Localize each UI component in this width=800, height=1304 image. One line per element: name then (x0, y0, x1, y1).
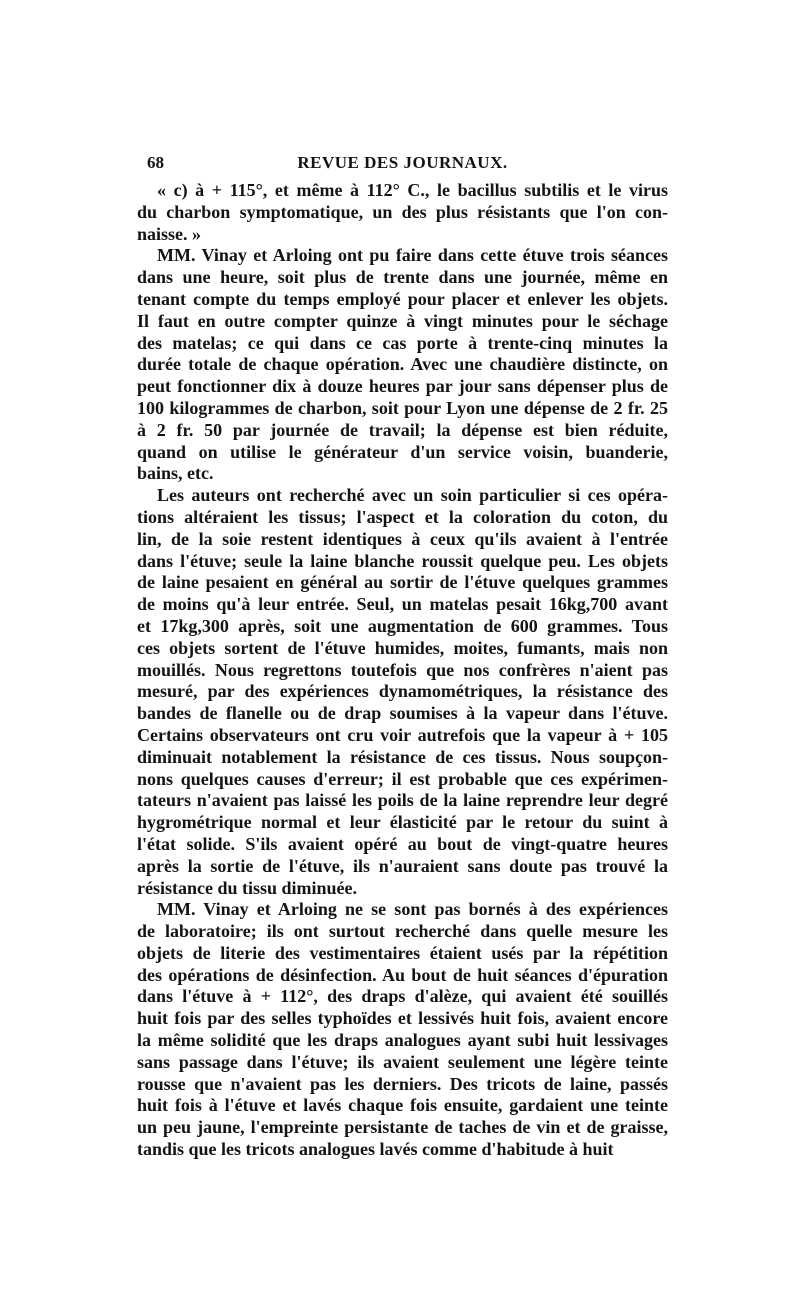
text-line: sans passage dans l'étuve; ils avaient seulement une légère teinte (137, 1051, 668, 1072)
text-line: dans une heure, soit plus de trente dans une journée, même en (137, 267, 668, 288)
text-line: de laine pesaient en général au sortir de l'étuve quelques grammes (137, 572, 668, 593)
text-line: l'état solide. S'ils avaient opéré au bout de vingt-quatre heures (137, 833, 668, 854)
text-line: Il faut en outre compter quinze à vingt minutes pour le séchage (137, 310, 668, 331)
document-page (137, 152, 668, 1161)
text-line: tandis que les tricots analogues lavés comme d'habitude à huit (137, 1139, 614, 1160)
text-line: mouillés. Nous regrettons toutefois que nos confrères n'aient pas (137, 659, 668, 680)
text-line: bandes de flanelle ou de drap soumises à la vapeur dans l'étuve. (137, 703, 668, 724)
text-line: MM. Vinay et Arloing ne se sont pas bornés à des expériences (157, 899, 668, 920)
text-line: tions altéraient les tissus; l'aspect et la coloration du coton, du (137, 506, 668, 527)
text-line: diminuait notablement la résistance de ces tissus. Nous soupçon- (137, 746, 668, 767)
text-line: quand on utilise le générateur d'un service voisin, buanderie, (137, 441, 668, 462)
text-line: tenant compte du temps employé pour placer et enlever les objets. (137, 288, 668, 309)
text-line: la même solidité que les draps analogues ayant subi huit lessivages (137, 1030, 668, 1051)
text-line: Les auteurs ont recherché avec un soin particulier si ces opéra- (157, 485, 668, 506)
text-line: dans l'étuve à + 112°, des draps d'alèze, qui avaient été souillés (137, 986, 668, 1007)
text-line: résistance du tissu diminuée. (137, 877, 358, 898)
text-line: mesuré, par des expériences dynamométriques, la résistance des (137, 681, 668, 702)
paragraph (137, 485, 668, 899)
text-line: naisse. » (137, 223, 202, 244)
text-line: huit fois à l'étuve et lavés chaque fois ensuite, gardaient une teinte (137, 1095, 668, 1116)
text-line: à 2 fr. 50 par journée de travail; la dépense est bien réduite, (137, 419, 668, 440)
text-line: de moins qu'à leur entrée. Seul, un matelas pesait 16kg,700 avant (137, 594, 668, 615)
text-line: lin, de la soie restent identiques à ceux qu'ils avaient à l'entrée (137, 528, 668, 549)
text-line: Certains observateurs ont cru voir autrefois que la vapeur à + 105 (137, 724, 668, 745)
text-line: hygrométrique normal et leur élasticité par le retour du suint à (137, 812, 668, 833)
text-line: durée totale de chaque opération. Avec une chaudière distincte, on (137, 354, 668, 375)
text-line: des matelas; ce qui dans ce cas porte à trente-cinq minutes la (137, 332, 668, 353)
paragraph (137, 180, 668, 245)
text-line: 100 kilogrammes de charbon, soit pour Lyon une dépense de 2 fr. 25 (137, 397, 668, 418)
running-title: REVUE DES JOURNAUX. (297, 153, 508, 172)
page-header (137, 152, 668, 176)
text-line: un peu jaune, l'empreinte persistante de taches de vin et de graisse, (137, 1117, 668, 1138)
text-line: peut fonctionner dix à douze heures par jour sans dépenser plus de (137, 376, 668, 397)
text-line: nons quelques causes d'erreur; il est probable que ces expérimen- (137, 768, 668, 789)
text-line: bains, etc. (137, 463, 214, 484)
text-line: rousse que n'avaient pas les derniers. Des tricots de laine, passés (137, 1073, 668, 1094)
text-line: « c) à + 115°, et même à 112° C., le bacillus subtilis et le virus (157, 180, 668, 200)
text-line: objets de literie des vestimentaires étaient usés par la répétition (137, 942, 668, 963)
page-number: 68 (147, 153, 164, 172)
text-line: des opérations de désinfection. Au bout de huit séances d'épuration (137, 964, 668, 985)
text-line: MM. Vinay et Arloing ont pu faire dans cette étuve trois séances (157, 245, 668, 266)
body-text (137, 180, 668, 1161)
text-line: de laboratoire; ils ont surtout recherché dans quelle mesure les (137, 921, 668, 942)
text-line: tateurs n'avaient pas laissé les poils de la laine reprendre leur degré (137, 790, 668, 811)
text-line: ces objets sortent de l'étuve humides, moites, fumants, mais non (137, 637, 668, 658)
text-line: du charbon symptomatique, un des plus résistants que l'on con- (137, 201, 668, 222)
text-line: après la sortie de l'étuve, ils n'auraient sans doute pas trouvé la (137, 855, 668, 876)
paragraph (137, 245, 668, 485)
paragraph (137, 899, 668, 1161)
text-line: huit fois par des selles typhoïdes et lessivés huit fois, avaient encore (137, 1008, 668, 1029)
text-line: et 17kg,300 après, soit une augmentation de 600 grammes. Tous (137, 615, 668, 636)
text-line: dans l'étuve; seule la laine blanche roussit quelque peu. Les objets (137, 550, 668, 571)
